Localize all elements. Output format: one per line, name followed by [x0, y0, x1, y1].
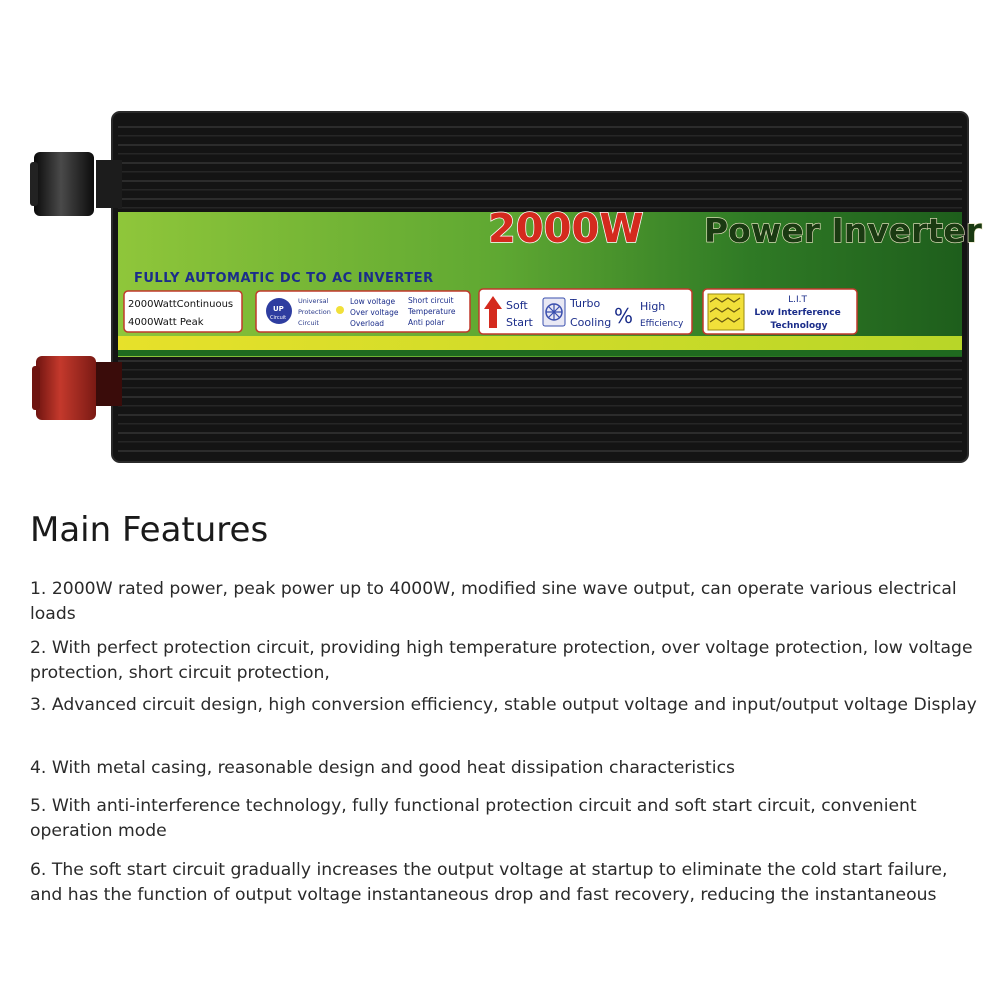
feature-item-2: 2. With perfect protection circuit, providing high temperature protection, over voltage protection, low voltage protection, short circuit protection,: [30, 638, 973, 683]
feature-item-4: 4. With metal casing, reasonable design and good heat dissipation characteristics: [30, 758, 735, 778]
badge-label: UP: [273, 305, 284, 313]
interference-wave-icon: [708, 294, 744, 330]
percent-symbol: %: [614, 304, 634, 328]
rating-peak: 4000Watt Peak: [128, 317, 204, 328]
feature-item-5: 5. With anti-interference technology, fully functional protection circuit and soft start circuit, convenient operation mode: [30, 796, 917, 841]
lit-line1: L.I.T: [788, 295, 808, 305]
protect-col3-line1: Short circuit: [408, 296, 454, 305]
inverter-product-image: [0, 0, 1000, 490]
label-product-name: Power Inverter: [704, 211, 982, 250]
red-terminal-icon: [32, 356, 122, 420]
protect-col2-line1: Low voltage: [350, 297, 396, 306]
efficiency-line2: Efficiency: [640, 319, 684, 329]
label-wattage: 2000W: [488, 206, 644, 252]
lit-line2: Low Interference: [754, 308, 841, 318]
main-features-heading: Main Features: [30, 510, 269, 550]
lit-line3: Technology: [770, 321, 828, 331]
rating-continuous: 2000WattContinuous: [128, 299, 234, 310]
protect-col3-line2: Temperature: [408, 307, 456, 316]
label-subtitle: FULLY AUTOMATIC DC TO AC INVERTER: [134, 271, 434, 286]
feature-item-1: 1. 2000W rated power, peak power up to 4000W, modified sine wave output, can operate various electrical loads: [30, 579, 957, 624]
protect-col1-line2: Protection: [298, 308, 331, 316]
protect-col1-line1: Universal: [298, 297, 329, 305]
protect-col3-line3: Anti polar: [408, 318, 445, 327]
soft-start-line1: Soft: [506, 299, 528, 312]
protect-col2-line3: Overload: [350, 319, 385, 328]
badge-sub-label: Circuit: [270, 315, 287, 321]
protect-col1-line3: Circuit: [298, 319, 319, 327]
black-terminal-icon: [30, 152, 122, 216]
feature-item-3: 3. Advanced circuit design, high conversion efficiency, stable output voltage and input/output voltage Display: [30, 695, 977, 715]
turbo-line2: Cooling: [570, 316, 612, 329]
feature-item-6: 6. The soft start circuit gradually increases the output voltage at startup to eliminate the cold start failure, and has the function of output voltage instantaneous drop and fast recovery, reducing the instantaneous: [30, 860, 948, 905]
protect-col2-line2: Over voltage: [350, 308, 399, 317]
turbo-line1: Turbo: [570, 297, 601, 310]
spark-icon: [336, 306, 344, 314]
fan-icon: [543, 298, 565, 326]
product-label: [118, 206, 983, 357]
efficiency-line1: High: [640, 300, 666, 313]
soft-start-line2: Start: [506, 316, 533, 329]
